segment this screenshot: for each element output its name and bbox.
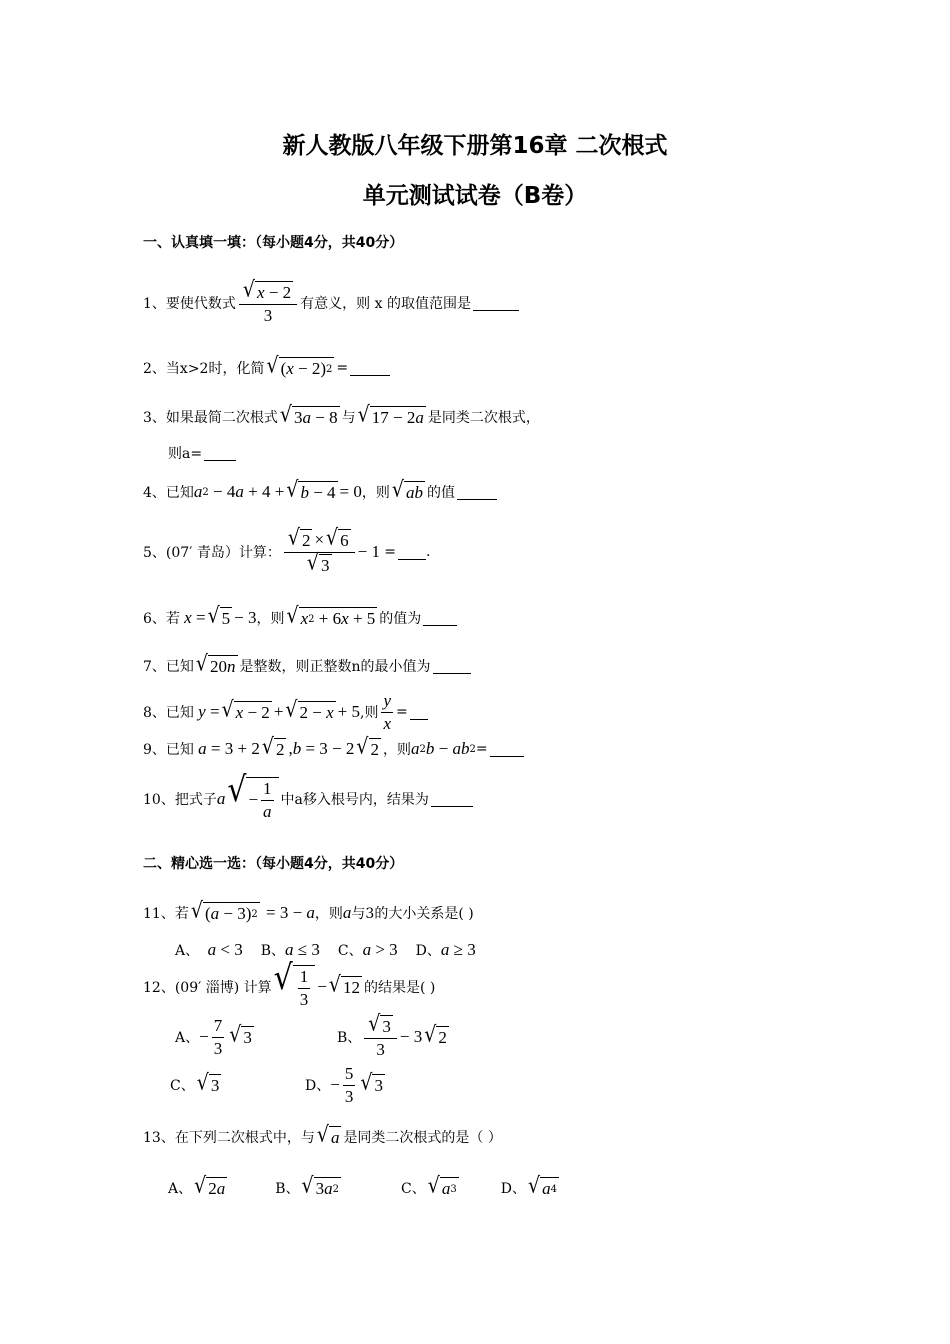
question-number: 12、	[143, 980, 175, 996]
question-text: =	[336, 360, 349, 376]
question-5: 5、 (07′ 青岛）计算： √ 2 × √ 6 √ 3 − 1 = .	[143, 524, 431, 575]
question-11-options: A、 a < 3 B、 a ≤ 3 C、 a > 3 D、 a ≥ 3	[175, 940, 476, 959]
answer-blank[interactable]	[431, 791, 473, 807]
question-text: 已知	[165, 705, 194, 721]
answer-blank[interactable]	[423, 610, 457, 626]
question-text: 若	[174, 906, 189, 922]
question-number: 4、	[143, 485, 166, 501]
question-text: =	[475, 741, 488, 757]
page-subtitle: 单元测试试卷（B卷）	[362, 183, 588, 209]
question-text: ,则	[360, 705, 379, 721]
question-7	[143, 651, 471, 681]
question-text: 的值为	[379, 611, 422, 627]
math-radical: √ 17 − 2 a	[357, 402, 424, 428]
question-1	[143, 277, 519, 329]
question-text: 与3的大小关系是( )	[351, 906, 474, 922]
question-text: 要使代数式	[165, 296, 236, 312]
option-label[interactable]: B、	[337, 1030, 362, 1046]
math-radical: √ ab	[391, 477, 423, 503]
math-fraction: √ 2 × √ 6 √ 3	[284, 529, 355, 576]
answer-blank[interactable]	[490, 741, 524, 757]
option-label[interactable]: B、	[260, 943, 286, 959]
question-text: =	[384, 544, 396, 560]
question-text: 的值	[426, 485, 455, 501]
question-number: 13、	[143, 1130, 175, 1146]
question-9: 9、 已知 a = 3 + 2 √ 2 , b = 3 − 2 √ 2 ，则 a 2 b − ab 2 =	[143, 734, 524, 764]
math-radical: √ x − 2	[221, 697, 270, 723]
math-radical: √ b − 4	[286, 477, 336, 503]
option-label[interactable]: D、	[415, 943, 441, 959]
question-text: (07′ 青岛）计算：	[165, 545, 281, 561]
option-label[interactable]: B、	[275, 1181, 300, 1197]
question-text: 中a移入根号内，结果为	[280, 792, 429, 808]
answer-blank[interactable]	[457, 484, 497, 500]
question-text: 是同类二次根式的是（ ）	[343, 1130, 502, 1146]
question-text: 已知	[165, 742, 194, 758]
math-radical: √ 3 a − 8	[279, 402, 338, 428]
answer-blank[interactable]	[350, 360, 390, 376]
question-number: 9、	[143, 742, 166, 758]
question-text: =	[396, 704, 408, 720]
question-text: 有意义，则 x 的取值范围是	[300, 296, 471, 312]
question-number: 8、	[143, 705, 166, 721]
question-12-option-b: B、 √ 3 3 − 3 √ 2	[337, 1010, 447, 1059]
question-text: 已知	[165, 485, 194, 501]
question-text: (09′ 淄博) 计算	[174, 980, 272, 996]
question-text: 是整数，则正整数n的最小值为	[239, 659, 431, 675]
math-radical: √ x 2 + 6 x + 5	[286, 603, 376, 629]
question-12-option-a: A、 − $\frac{7}{3}$ √ 3	[175, 1015, 252, 1058]
math-radical: √ $\frac{1}{3}$	[274, 965, 316, 1010]
question-11: 11、 若 √ ( a − 3) 2 = 3 − a ，则 a 与3的大小关系是( )	[143, 898, 474, 924]
question-3-continued	[168, 442, 236, 464]
question-6: 6、 若 x = √ 5 − 3 ，则 √ x 2 + 6 x + 5 的值为	[143, 603, 457, 633]
math-fraction: $\frac{y}{x}$	[383, 690, 391, 733]
question-text: ，则	[314, 906, 343, 922]
option-label[interactable]: C、	[401, 1181, 426, 1197]
question-number: 7、	[143, 659, 166, 675]
math-radical: √ ( x − 2) 2	[266, 353, 333, 379]
question-13	[143, 1122, 502, 1152]
math-radical: √ a	[316, 1122, 340, 1148]
option-label[interactable]: C、	[170, 1078, 195, 1094]
question-text: ，则	[383, 742, 412, 758]
math-radical: √ 20 n	[195, 651, 236, 677]
question-8: 8、 已知 y = √ x − 2 + √ 2 − x + 5 ,则 $\frac{y}{x}$ =	[143, 691, 428, 733]
math-radical: √ 2	[261, 734, 285, 760]
question-number: 1、	[143, 296, 166, 312]
question-number: 5、	[143, 545, 166, 561]
question-text: 则a=	[168, 446, 203, 462]
math-radical: √ ( a − 3) 2	[190, 898, 258, 924]
question-text: 与	[341, 410, 356, 426]
option-label[interactable]: A、	[175, 1030, 200, 1046]
option-label[interactable]: C、	[337, 943, 363, 959]
math-radical: √ 5	[207, 603, 231, 629]
question-10: 10、 把式子 a √ − $\frac{1}{a}$ 中a移入根号内，结果为	[143, 776, 473, 822]
option-label[interactable]: D、	[305, 1078, 331, 1094]
option-label[interactable]: A、	[175, 943, 200, 959]
question-text: 的结果是( )	[363, 980, 436, 996]
option-label[interactable]: D、	[500, 1181, 526, 1197]
question-text: ，则	[361, 485, 390, 501]
question-text: 已知	[165, 659, 194, 675]
page-title: 新人教版八年级下册第16章 二次根式	[282, 133, 668, 159]
question-13-options: A、 √ 2 a B、 √ 3 a 2 C、 √ a 3 D、 √ a 4	[168, 1173, 557, 1199]
math-radical: √ 2	[356, 734, 380, 760]
question-number: 2、	[143, 361, 166, 377]
question-12-option-d: D、 − $\frac{5}{3}$ √ 3	[305, 1063, 383, 1106]
question-text: 把式子	[174, 792, 217, 808]
question-text: 如果最简二次根式	[165, 410, 278, 426]
option-label[interactable]: A、	[168, 1181, 193, 1197]
question-12: 12、 (09′ 淄博) 计算 √ $\frac{1}{3}$ − √ 12 的结果是( )	[143, 957, 436, 1009]
answer-blank[interactable]	[410, 704, 428, 720]
question-number: 11、	[143, 906, 175, 922]
question-text: ，则	[256, 611, 285, 627]
question-text: 若	[165, 611, 180, 627]
answer-blank[interactable]	[473, 295, 519, 311]
section-heading-fill-blanks: 一、认真填一填：（每小题4分，共40分）	[143, 235, 404, 251]
question-number: 3、	[143, 410, 166, 426]
question-12-option-c: C、 √ 3	[170, 1070, 220, 1096]
math-radical: √ 12	[328, 972, 360, 998]
question-text: 是同类二次根式，	[427, 410, 540, 426]
math-fraction: √ x − 2 3	[239, 281, 297, 326]
answer-blank[interactable]	[398, 544, 426, 560]
question-number: 6、	[143, 611, 166, 627]
question-2	[143, 353, 390, 383]
question-4: 4、 已知 a 2 − 4 a + 4 + √ b − 4 = 0 ，则 √ ab 的值	[143, 477, 497, 507]
question-text: 在下列二次根式中，与	[174, 1130, 315, 1146]
question-text: 当x>2时，化简	[165, 361, 265, 377]
question-number: 10、	[143, 792, 175, 808]
question-3	[143, 402, 540, 432]
math-radical: √ − $\frac{1}{a}$	[227, 777, 278, 822]
section-heading-multiple-choice: 二、精心选一选：（每小题4分，共40分）	[143, 856, 404, 872]
answer-blank[interactable]	[433, 658, 471, 674]
answer-blank[interactable]	[204, 445, 236, 461]
math-radical: √ 2 − x	[285, 697, 334, 723]
